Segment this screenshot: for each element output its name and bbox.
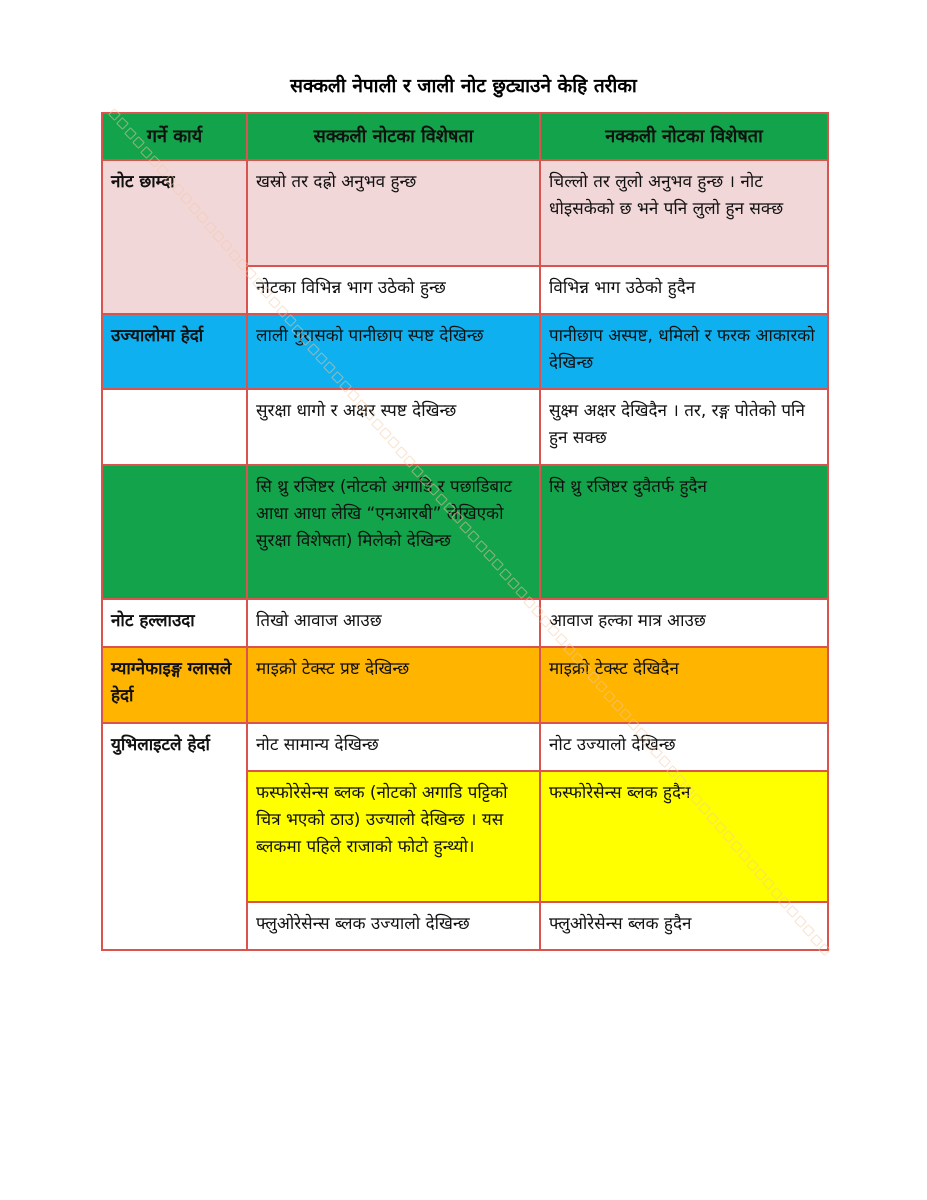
table-row: [102, 314, 828, 389]
row-label-uv: युभिलाइटले हेर्दा: [102, 723, 247, 950]
cell-fake: माइक्रो टेक्स्ट देखिदैन: [540, 647, 828, 723]
cell-real: सि थ्रु रजिष्टर (नोटको अगाडि र पछाडिबाट आधा आधा लेखि “एनआरबी” लेखिएको सुरक्षा विशेषता) मिलेको देखिन्छ: [247, 465, 540, 599]
table-row: [102, 723, 828, 771]
header-action: गर्ने कार्य: [102, 113, 247, 160]
cell-fake: आवाज हल्का मात्र आउछ: [540, 599, 828, 647]
cell-fake: विभिन्न भाग उठेको हुदैन: [540, 266, 828, 314]
cell-real: लाली गुरासको पानीछाप स्पष्ट देखिन्छ: [247, 314, 540, 389]
table-row: [102, 599, 828, 647]
cell-real: माइक्रो टेक्स्ट प्रष्ट देखिन्छ: [247, 647, 540, 723]
table-row: [102, 465, 828, 599]
header-real-features: सक्कली नोटका विशेषता: [247, 113, 540, 160]
cell-real: फस्फोरेसेन्स ब्लक (नोटको अगाडि पट्टिको चित्र भएको ठाउ) उज्यालो देखिन्छ । यस ब्लकमा पहिले राजाको फोटो हुन्थ्यो।: [247, 771, 540, 902]
row-label-light: उज्यालोमा हेर्दा: [102, 314, 247, 389]
cell-real: नोटका विभिन्न भाग उठेको हुन्छ: [247, 266, 540, 314]
cell-fake: फ्लुओरेसेन्स ब्लक हुदैन: [540, 902, 828, 950]
cell-fake: पानीछाप अस्पष्ट, धमिलो र फरक आकारको देखिन्छ: [540, 314, 828, 389]
cell-real: फ्लुओरेसेन्स ब्लक उज्यालो देखिन्छ: [247, 902, 540, 950]
table-header-row: [102, 113, 828, 160]
cell-empty: [102, 465, 247, 599]
cell-fake: चिल्लो तर लुलो अनुभव हुन्छ । नोट धोइसकेको छ भने पनि लुलो हुन सक्छ: [540, 160, 828, 266]
table-row: [102, 160, 828, 266]
document-title: सक्कली नेपाली र जाली नोट छुट्याउने केहि तरीका: [290, 75, 637, 97]
comparison-table: [101, 112, 829, 951]
cell-real: नोट सामान्य देखिन्छ: [247, 723, 540, 771]
cell-empty: [102, 389, 247, 465]
table-row: [102, 389, 828, 465]
cell-real: सुरक्षा धागो र अक्षर स्पष्ट देखिन्छ: [247, 389, 540, 465]
cell-real: तिखो आवाज आउछ: [247, 599, 540, 647]
cell-real: खस्रो तर दह्रो अनुभव हुन्छ: [247, 160, 540, 266]
header-fake-features: नक्कली नोटका विशेषता: [540, 113, 828, 160]
cell-fake: नोट उज्यालो देखिन्छ: [540, 723, 828, 771]
table-row: [102, 647, 828, 723]
row-label-magnify: म्याग्नेफाइङ्ग ग्लासले हेर्दा: [102, 647, 247, 723]
row-label-touch: नोट छाम्दा: [102, 160, 247, 314]
cell-fake: सुक्ष्म अक्षर देखिदैन । तर, रङ्ग पोतेको पनि हुन सक्छ: [540, 389, 828, 465]
cell-fake: सि थ्रु रजिष्टर दुवैतर्फ हुदैन: [540, 465, 828, 599]
row-label-shake: नोट हल्लाउदा: [102, 599, 247, 647]
cell-fake: फस्फोरेसेन्स ब्लक हुदैन: [540, 771, 828, 902]
